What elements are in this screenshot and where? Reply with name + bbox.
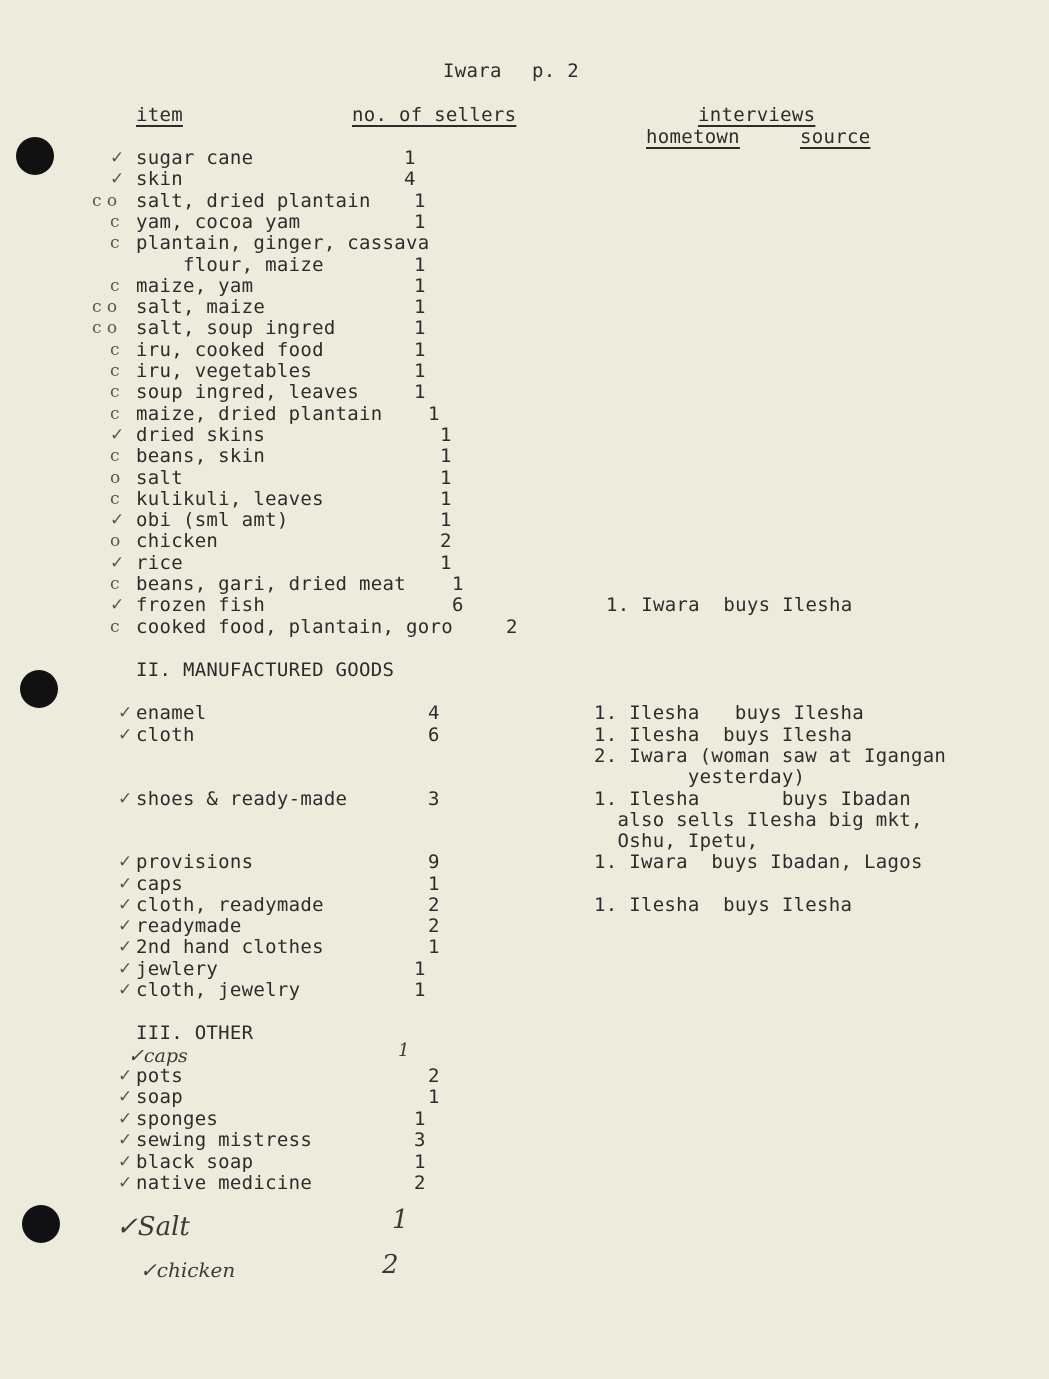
seller-count: 1 — [404, 147, 416, 169]
item-name: beans, gari, dried meat — [136, 573, 406, 595]
seller-count: 1 — [452, 573, 464, 595]
checkmark-annotation: ✓ — [118, 1109, 133, 1129]
item-name: soap — [136, 1086, 183, 1108]
checkmark-annotation: c — [110, 446, 120, 466]
column-heading-item: item — [136, 104, 183, 126]
seller-count: 2 — [428, 894, 440, 916]
seller-count: 1 — [440, 467, 452, 489]
checkmark-annotation: c — [110, 276, 120, 296]
interview-note: 1. Ilesha buys Ilesha — [594, 702, 864, 724]
seller-count: 1 — [414, 190, 426, 212]
interview-note: Oshu, Ipetu, — [594, 830, 759, 852]
interview-note: 1. Ilesha buys Ilesha — [594, 894, 853, 916]
seller-count: 1 — [440, 424, 452, 446]
column-heading-interviews: interviews — [698, 104, 816, 126]
binder-hole-middle — [20, 670, 58, 708]
checkmark-annotation: c o — [92, 297, 118, 317]
item-name: soup ingred, leaves — [136, 381, 360, 403]
checkmark-annotation: ✓ — [118, 874, 133, 894]
interview-note: 2. Iwara (woman saw at Igangan — [594, 745, 947, 767]
checkmark-annotation: c — [110, 382, 120, 402]
binder-hole-top — [16, 137, 54, 175]
column-heading-sellers: no. of sellers — [352, 104, 517, 126]
seller-count: 1 — [428, 936, 440, 958]
handwritten-caps-count: 1 — [398, 1040, 410, 1061]
seller-count: 1 — [414, 296, 426, 318]
item-name: readymade — [136, 915, 242, 937]
seller-count: 1 — [414, 360, 426, 382]
section-heading-other: III. OTHER — [136, 1022, 254, 1044]
checkmark-annotation: ✓ — [118, 916, 133, 936]
checkmark-annotation: c — [110, 233, 120, 253]
interview-note: 1. Iwara buys Ibadan, Lagos — [594, 851, 923, 873]
checkmark-annotation: o — [110, 468, 121, 488]
checkmark-annotation: c — [110, 340, 120, 360]
checkmark-annotation: ✓ — [118, 852, 133, 872]
seller-count: 6 — [428, 724, 440, 746]
item-name: jewlery — [136, 958, 219, 980]
item-name: obi (sml amt) — [136, 509, 289, 531]
seller-count: 1 — [414, 211, 426, 233]
seller-count: 1 — [440, 488, 452, 510]
checkmark-annotation: ✓ — [110, 425, 125, 445]
item-name: flour, maize — [136, 254, 324, 276]
interview-note: also sells Ilesha big mkt, — [594, 809, 923, 831]
item-name: iru, vegetables — [136, 360, 313, 382]
checkmark-annotation: ✓ — [118, 1066, 133, 1086]
page-number: p. 2 — [532, 60, 579, 82]
item-name: 2nd hand clothes — [136, 936, 324, 958]
seller-count: 1 — [414, 381, 426, 403]
item-name: skin — [136, 168, 183, 190]
checkmark-annotation: ✓ — [118, 1087, 133, 1107]
item-name: cooked food, plantain, goro — [136, 616, 453, 638]
checkmark-annotation: c o — [92, 318, 118, 338]
seller-count: 1 — [440, 445, 452, 467]
handwritten-caps: ✓caps — [128, 1045, 188, 1067]
checkmark-annotation: ✓ — [110, 553, 125, 573]
checkmark-annotation: c — [110, 212, 120, 232]
seller-count: 1 — [414, 1108, 426, 1130]
checkmark-annotation: ✓ — [118, 703, 133, 723]
interview-note: yesterday) — [594, 766, 806, 788]
item-name: shoes & ready-made — [136, 788, 348, 810]
item-name: rice — [136, 552, 183, 574]
item-name: cloth — [136, 724, 195, 746]
seller-count: 3 — [414, 1129, 426, 1151]
item-name: chicken — [136, 530, 219, 552]
seller-count: 1 — [428, 873, 440, 895]
checkmark-annotation: c — [110, 617, 120, 637]
checkmark-annotation: c — [110, 574, 120, 594]
seller-count: 1 — [440, 552, 452, 574]
column-heading-hometown: hometown — [646, 126, 740, 148]
item-name: sponges — [136, 1108, 219, 1130]
seller-count: 1 — [414, 339, 426, 361]
seller-count: 1 — [414, 958, 426, 980]
item-name: iru, cooked food — [136, 339, 324, 361]
checkmark-annotation: o — [110, 531, 121, 551]
checkmark-annotation: c o — [92, 191, 118, 211]
seller-count: 2 — [440, 530, 452, 552]
item-name: dried skins — [136, 424, 266, 446]
interview-note: 1. Iwara buys Ilesha — [606, 594, 853, 616]
seller-count: 3 — [428, 788, 440, 810]
handwritten-chicken: ✓chicken — [140, 1258, 236, 1282]
item-name: sugar cane — [136, 147, 254, 169]
interview-note: 1. Ilesha buys Ilesha — [594, 724, 853, 746]
item-name: plantain, ginger, cassava — [136, 232, 430, 254]
seller-count: 1 — [428, 1086, 440, 1108]
item-name: yam, cocoa yam — [136, 211, 301, 233]
item-name: sewing mistress — [136, 1129, 313, 1151]
item-name: maize, yam — [136, 275, 254, 297]
item-name: pots — [136, 1065, 183, 1087]
item-name: black soap — [136, 1151, 254, 1173]
interview-note: 1. Ilesha buys Ibadan — [594, 788, 911, 810]
checkmark-annotation: c — [110, 361, 120, 381]
checkmark-annotation: ✓ — [118, 725, 133, 745]
handwritten-salt: ✓Salt — [116, 1212, 190, 1242]
seller-count: 9 — [428, 851, 440, 873]
checkmark-annotation: ✓ — [118, 1130, 133, 1150]
item-name: maize, dried plantain — [136, 403, 383, 425]
item-name: salt — [136, 467, 183, 489]
seller-count: 2 — [414, 1172, 426, 1194]
section-heading-manufactured: II. MANUFACTURED GOODS — [136, 659, 395, 681]
checkmark-annotation: ✓ — [118, 937, 133, 957]
item-name: salt, maize — [136, 296, 266, 318]
item-name: cloth, jewelry — [136, 979, 301, 1001]
checkmark-annotation: ✓ — [118, 895, 133, 915]
page-title: Iwara — [443, 60, 502, 82]
checkmark-annotation: ✓ — [118, 1152, 133, 1172]
item-name: native medicine — [136, 1172, 313, 1194]
seller-count: 4 — [428, 702, 440, 724]
seller-count: 1 — [414, 275, 426, 297]
seller-count: 1 — [414, 1151, 426, 1173]
handwritten-chicken-count: 2 — [382, 1250, 399, 1280]
item-name: caps — [136, 873, 183, 895]
item-name: beans, skin — [136, 445, 266, 467]
seller-count: 1 — [440, 509, 452, 531]
seller-count: 6 — [452, 594, 464, 616]
checkmark-annotation: ✓ — [118, 959, 133, 979]
binder-hole-bottom — [22, 1205, 60, 1243]
item-name: frozen fish — [136, 594, 266, 616]
item-name: cloth, readymade — [136, 894, 324, 916]
seller-count: 1 — [414, 979, 426, 1001]
checkmark-annotation: ✓ — [110, 169, 125, 189]
seller-count: 2 — [428, 915, 440, 937]
checkmark-annotation: c — [110, 404, 120, 424]
checkmark-annotation: ✓ — [118, 789, 133, 809]
item-name: provisions — [136, 851, 254, 873]
seller-count: 1 — [428, 403, 440, 425]
seller-count: 1 — [414, 317, 426, 339]
checkmark-annotation: ✓ — [110, 148, 125, 168]
checkmark-annotation: ✓ — [110, 595, 125, 615]
checkmark-annotation: ✓ — [118, 980, 133, 1000]
handwritten-salt-count: 1 — [392, 1205, 409, 1235]
item-name: salt, soup ingred — [136, 317, 336, 339]
checkmark-annotation: ✓ — [110, 510, 125, 530]
column-heading-source: source — [800, 126, 871, 148]
seller-count: 1 — [414, 254, 426, 276]
seller-count: 4 — [404, 168, 416, 190]
item-name: salt, dried plantain — [136, 190, 371, 212]
checkmark-annotation: c — [110, 489, 120, 509]
item-name: enamel — [136, 702, 207, 724]
checkmark-annotation: ✓ — [118, 1173, 133, 1193]
seller-count: 2 — [428, 1065, 440, 1087]
item-name: kulikuli, leaves — [136, 488, 324, 510]
seller-count: 2 — [506, 616, 518, 638]
